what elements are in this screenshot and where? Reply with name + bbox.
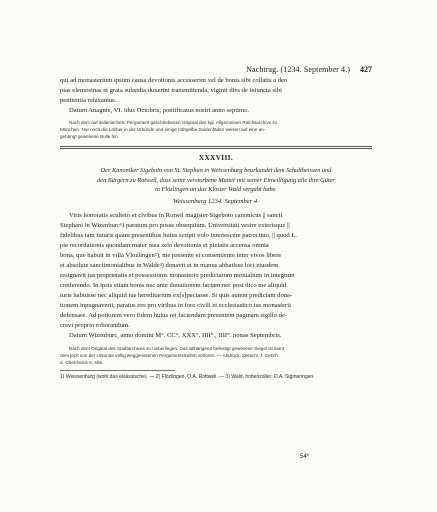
text-line: penitentia relaxamus. [60, 97, 117, 104]
note-line: d. Oberrheins 8, 405. [60, 360, 104, 365]
printer-signature: 54* [300, 454, 310, 460]
text-line: bona, que habuit in villa Vlozlingen²), me presente et consentiente inter vivos libere [60, 252, 282, 259]
regest-line: in Flözlingen an das Kloster Wald vergabt habe. [155, 186, 277, 194]
footnote-divider [60, 370, 175, 371]
text-line: Datum Anagnie, VI. idus Octobris, pontificatus nostri anno septimo. [69, 107, 250, 114]
text-line: tionem inpugnaverit, paratus ero pro viribus in foro civili et ecclesiastico ius monasterii [60, 302, 291, 309]
regest-line: den Bürgern zu Rotweil, dass seine verstorbene Mutter mit seiner Einwilligung alle ihre Güter [97, 176, 335, 184]
previous-source-note [60, 119, 372, 140]
section-divider [60, 148, 372, 149]
text-line: crevi proprio roborandum. [60, 322, 130, 329]
text-line: fidelibus tam futuris quam presentibus huius scripti volo innotescere patrocinio, || quod L. [60, 232, 298, 239]
running-header [60, 64, 372, 76]
text-line: resignavit ius proprietatis et possessionis monasterio predictarum monialium in integrum [60, 272, 295, 279]
regest-summary [60, 166, 372, 195]
note-line: gehängt gewesene Bulle hin. [60, 134, 119, 139]
regest-line: Der Kanoniker Sigeboto von St. Stephan in Weissenburg beurkundet dem Schultheissen und [100, 167, 332, 174]
note-line: dem jetzt von der Urkunde völlig weggerissenen Pergamentstreifen verloren. — Abdruck: Zeitschr. f. Gesch. [60, 353, 280, 358]
note-line: Nach dem auf italienischem Pergament geschriebenen Original des kgl. Allgemeinen Reichsarchivs zu [69, 120, 278, 125]
document-date: Weissenburg 1234. September 4. [173, 198, 259, 205]
footnotes: 1) Weissenburg (wohl das elsässische). — 2) Flözlingen, O.A. Rottweil. — 3) Wald, hohenzoller. O.A. Sigmaringen. [60, 374, 315, 380]
running-title: Nachtrag. (1234. September 4.) [246, 65, 350, 74]
text-line: pie recordationis quondam mater mea zelo devotionis et pietatis accensa omnia [60, 242, 269, 249]
text-line: Viris honoratis sculteto et civibus in Rotwil magister Sigeboto canonicus || sancti [69, 212, 283, 219]
text-line: Datum Wizenburc, anno domini M°. CC°. XXX°. IIII°., IIII°. nonas Septembris. [69, 332, 282, 339]
page-number: 427 [360, 65, 372, 74]
section-divider [60, 146, 372, 147]
source-note [60, 345, 372, 366]
text-line: conferendo. In ipsis etiam bonis nec ante donationem factam nec post dico me aliquid [60, 282, 287, 289]
charter-text [60, 211, 372, 341]
text-line: qui ad monasterium ipsum causa devotionis accesserint vel de bonis sibi collatis a deo [60, 77, 288, 84]
text-line: pias elemosinas et grata subsidia duxerint transmittenda, viginti dies de iniuncta sibi [60, 87, 282, 94]
text-line: iuris habuisse nec aliquid ius hereditarium ex[s]pectasse. Si quis autem predictam dona- [60, 292, 293, 299]
text-line: et absolute sanctimonialibus in Walde³) donavit et in manus abbatisse loci eiusdem [60, 262, 279, 269]
note-line: Nach dem Original des Stadtarchives zu Ueberlingen. Das abhängend befestigt gewesene Siegel ist samt [69, 346, 285, 351]
text-line: Stephani in Wizenburc¹) paratum pro posse obsequium. Universitati vestre exterisque || [60, 222, 290, 229]
previous-charter-ending [60, 76, 372, 116]
document-number: XXXVIII. [198, 154, 234, 162]
note-line: München. Nur noch die Löcher in der Urkunde und einige rothgelbe Seidenfäden weisen auf eine an- [60, 127, 266, 132]
text-line: defensare. Ad potiorem vero fidem huius rei faciendam presentem paginam sigillo de- [60, 312, 288, 319]
